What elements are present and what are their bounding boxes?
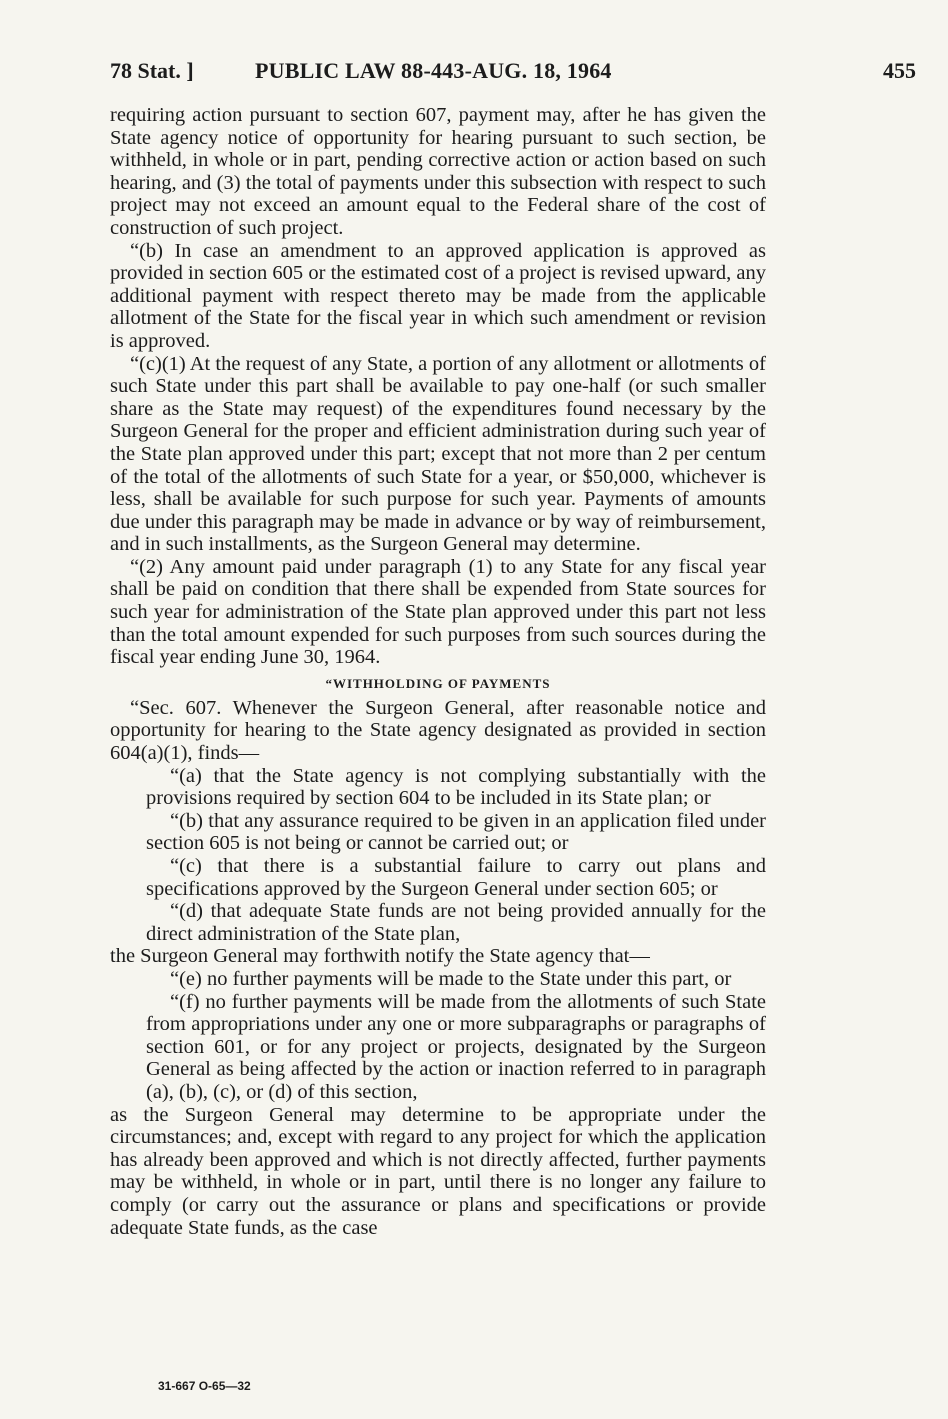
print-code: 31-667 O-65—32 [158,1379,251,1393]
notify-clause: the Surgeon General may forthwith notify the State agency that— [110,945,650,968]
paragraph-b: “(b) In case an amendment to an approved application is approved as provided in section 605 or the estimated cost of a project is revised upward, any additional payment with respect thereto may be made from the applicable allotment of the State for the fiscal year in which such amendment or revision is approved. [110,239,766,352]
clause-e: “(e) no further payments will be made to the State under this part, or [170,967,732,990]
page-body [110,104,766,1239]
page-number: 455 [883,58,916,83]
paragraph-c2: “(2) Any amount paid under paragraph (1) to any State for any fiscal year shall be paid on condition that there shall be expended from State sources for such year for administration of the State plan approved under this part not less than the total amount expended for such purposes from such sources during the fiscal year ending June 30, 1964. [110,555,766,669]
clause-c: “(c) that there is a substantial failure to carry out plans and specifications approved by the Surgeon General under section 605; or [146,855,766,900]
clause-f: “(f) no further payments will be made from the allotments of such State from appropriations under any one or more subparagraphs or paragraphs of section 601, or for any project or projects, designated by the Surgeon General as being affected by the action or inaction referred to in paragraph (a), (b), (c), or (d) of this section, [146,990,766,1103]
section-607-intro: “Sec. 607. Whenever the Surgeon General, after reasonable notice and opportunity for hearing to the State agency designated as provided in section 604(a)(1), finds— [110,696,766,765]
section-heading: “WITHHOLDING OF PAYMENTS [325,675,551,691]
clause-b: “(b) that any assurance required to be given in an application filed under section 605 is not being or cannot be carried out; or [146,809,766,855]
clause-d: “(d) that adequate State funds are not being provided annually for the direct administration of the State plan, [146,900,766,945]
clause-a: “(a) that the State agency is not complying substantially with the provisions required by section 604 to be included in its State plan; or [146,764,766,810]
closing-paragraph: as the Surgeon General may determine to be appropriate under the circumstances; and, except with regard to any project for which the application has already been approved and which is not directly affected, further payments may be withheld, in whole or in part, until there is no longer any failure to comply (or carry out the assurance or plans and specifications or provide adequate State funds, as the case [110,1103,766,1239]
paragraph-c1: “(c)(1) At the request of any State, a portion of any allotment or allotments of such State under this part shall be available to pay one-half (or such smaller share as the State may request) of the expenditures found necessary by the Surgeon General for the proper and efficient administration during such year of the State plan approved under this part; except that not more than 2 per centum of the total of the allotments of such State for a year, or $50,000, whichever is less, shall be available for such purpose for such year. Payments of amounts due under this paragraph may be made in advance or by way of reimbursement, and in such installments, as the Surgeon General may determine. [110,352,766,556]
paragraph-continuation: requiring action pursuant to section 607, payment may, after he has given the State agency notice of opportunity for hearing pursuant to such section, be withheld, in whole or in part, pending corrective action or action based on such hearing, and (3) the total of payments under this subsection with respect to such project may not exceed an amount equal to the Federal share of the cost of construction of such project. [110,104,766,239]
page-header [110,58,916,88]
running-title: PUBLIC LAW 88-443-AUG. 18, 1964 [255,58,612,83]
statute-volume: 78 Stat. ] [110,58,194,83]
